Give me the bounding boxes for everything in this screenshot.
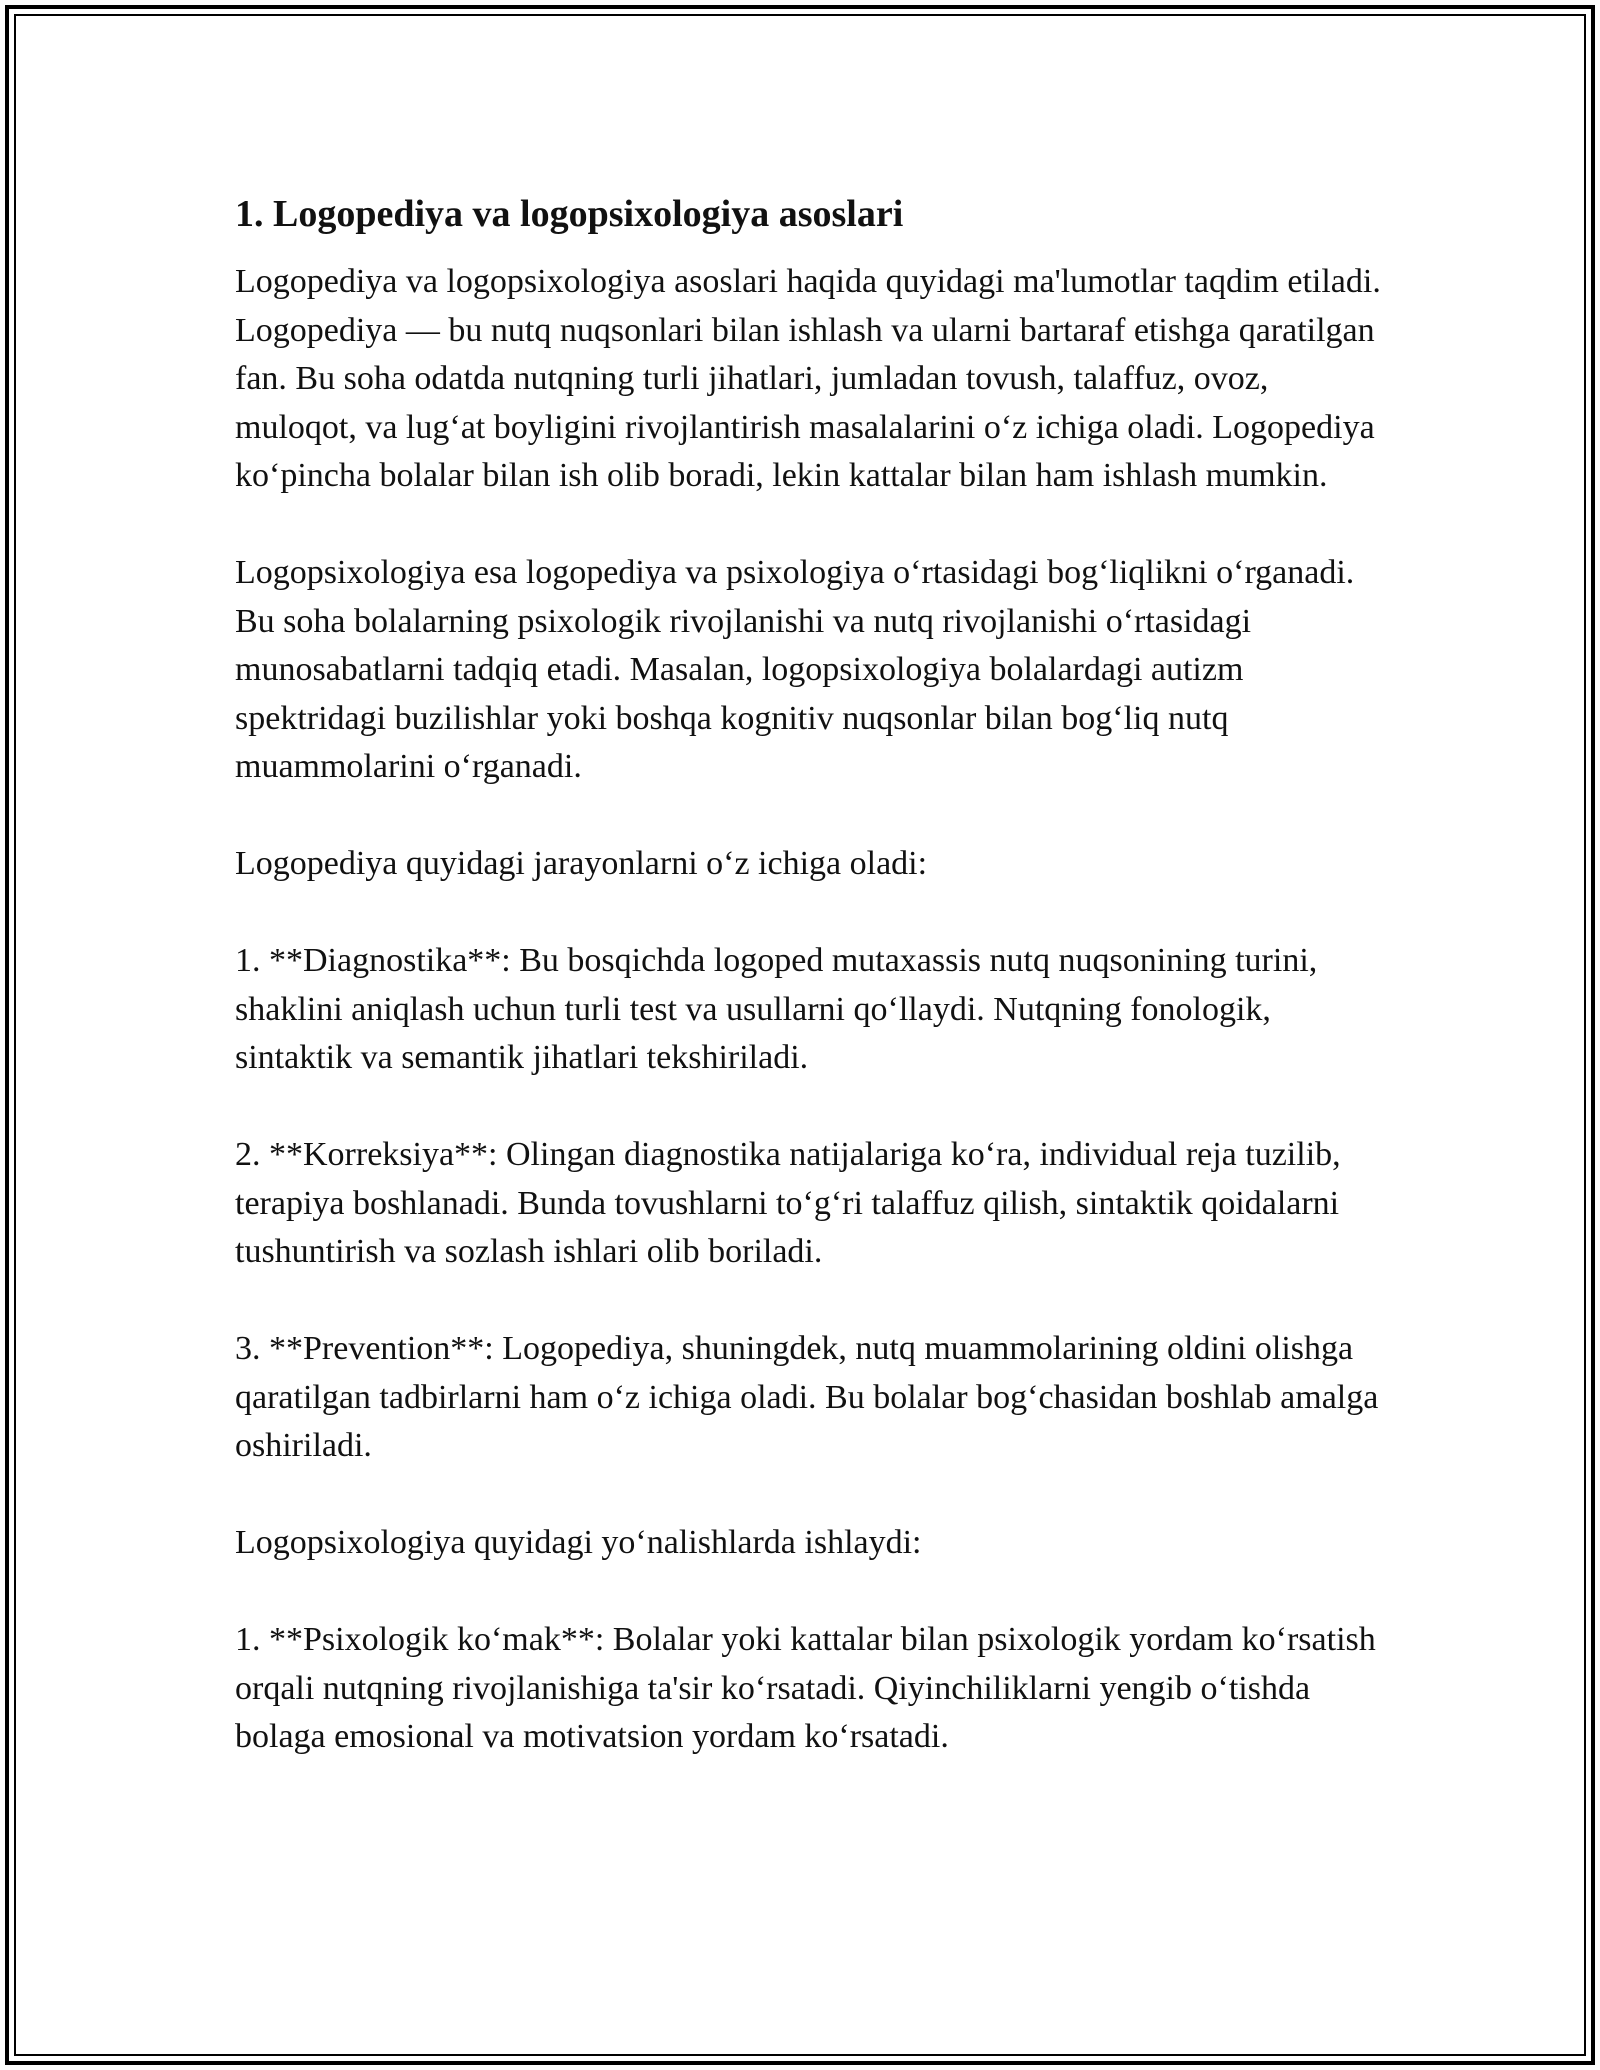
paragraph-logopediya-processes-heading: Logopediya quyidagi jarayonlarni o‘z ichiga oladi:: [235, 845, 928, 882]
list-item-korreksiya: 2. **Korreksiya**: Olingan diagnostika natijalariga ko‘ra, individual reja tuzilib, terapiya boshlanadi. Bunda tovushlarni to‘g‘ri talaffuz qilish, sintaktik qoidalarni tushuntirish va sozlash ishlari olib boriladi.: [235, 1136, 1341, 1270]
paragraph-intro: Logopediya va logopsixologiya asoslari haqida quyidagi ma'lumotlar taqdim etiladi. Logopediya — bu nutq nuqsonlari bilan ishlash va ularni bartaraf etishga qaratilgan fan. Bu soha odatda nutqning turli jihatlari, jumladan tovush, talaffuz, ovoz, muloqot, va lug‘at boyligini rivojlantirish masalalarini o‘z ichiga oladi. Logopediya ko‘pincha bolalar bilan ish olib boradi, lekin kattalar bilan ham ishlash mumkin.: [235, 263, 1381, 494]
document-body: [235, 186, 1385, 1810]
list-item-prevention: 3. **Prevention**: Logopediya, shuningdek, nutq muammolarining oldini olishga qaratilgan tadbirlarni ham o‘z ichiga oladi. Bu bolalar bog‘chasidan boshlab amalga oshiriladi.: [235, 1330, 1379, 1464]
list-item-psixologik-komak: 1. **Psixologik ko‘mak**: Bolalar yoki kattalar bilan psixologik yordam ko‘rsatish orqali nutqning rivojlanishiga ta'sir ko‘rsatadi. Qiyinchiliklarni yengib o‘tishda bolaga emosional va motivatsion yordam ko‘rsatadi.: [235, 1621, 1376, 1755]
paragraph-logopsixologiya-directions-heading: Logopsixologiya quyidagi yo‘nalishlarda ishlaydi:: [235, 1524, 922, 1561]
document-title: 1. Logopediya va logopsixologiya asoslari: [235, 193, 904, 235]
list-item-diagnostika: 1. **Diagnostika**: Bu bosqichda logoped mutaxassis nutq nuqsonining turini, shaklini aniqlash uchun turli test va usullarni qo‘llaydi. Nutqning fonologik, sintaktik va semantik jihatlari tekshiriladi.: [235, 942, 1318, 1076]
paragraph-logopsixologiya: Logopsixologiya esa logopediya va psixologiya o‘rtasidagi bog‘liqlikni o‘rganadi. Bu soha bolalarning psixologik rivojlanishi va nutq rivojlanishi o‘rtasidagi munosabatlarni tadqiq etadi. Masalan, logopsixologiya bolalardagi autizm spektridagi buzilishlar yoki boshqa kognitiv nuqsonlar bilan bog‘liq nutq muammolarini o‘rganadi.: [235, 554, 1355, 785]
